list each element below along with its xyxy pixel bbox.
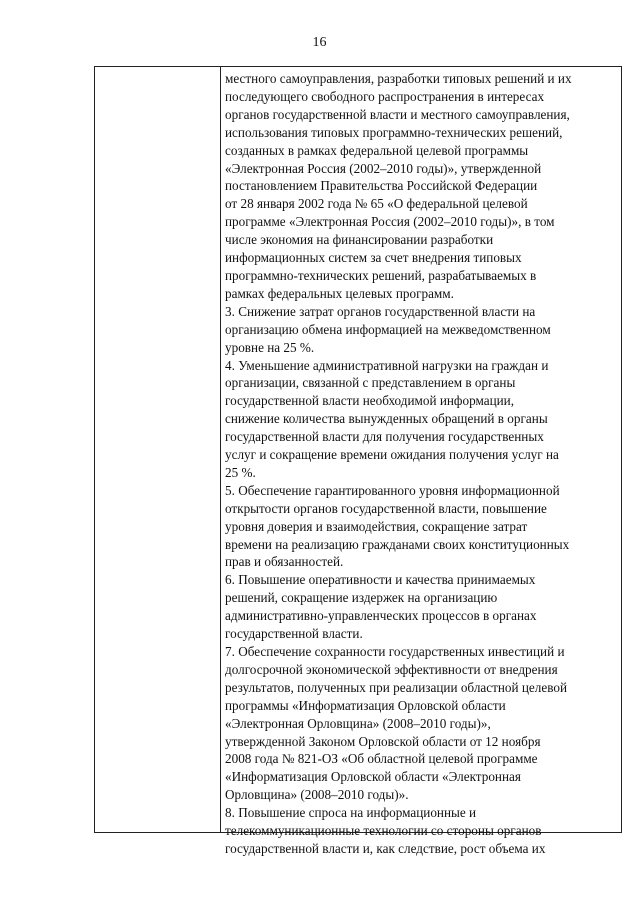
text-line: 5. Обеспечение гарантированного уровня информационной (225, 482, 560, 498)
text-line: телекоммуникационные технологии со стороны органов (225, 823, 542, 839)
text-line: организацию обмена информацией на межведомственном (225, 321, 551, 337)
text-line: 7. Обеспечение сохранности государственных инвестиций и (225, 644, 565, 659)
text-line: использования типовых программно-технических решений, (225, 124, 563, 140)
text-line: «Электронная Россия (2002–2010 годы)», утвержденной (225, 160, 542, 176)
text-line: услуг и сокращение времени ожидания получения услуг на (225, 447, 559, 463)
text-line: органов государственной власти и местного самоуправления, (225, 106, 570, 122)
text-line: времени на реализацию гражданами своих конституционных (225, 536, 570, 552)
text-line: снижение количества вынужденных обращений в органы (225, 411, 548, 427)
text-line: 4. Уменьшение административной нагрузки на граждан и (225, 357, 549, 373)
text-line: 3. Снижение затрат органов государственной власти на (225, 303, 536, 319)
text-line: от 28 января 2002 года № 65 «О федеральной целевой (225, 196, 528, 212)
text-line: числе экономия на финансировании разработки (225, 232, 494, 248)
text-line: программы «Информатизация Орловской области (225, 697, 506, 713)
text-line: Орловщина» (2008–2010 годы)». (225, 787, 409, 803)
text-line: прав и обязанностей. (225, 554, 344, 570)
text-line: организации, связанной с представлением в органы (225, 375, 516, 391)
document-table (94, 66, 622, 856)
text-line: программе «Электронная Россия (2002–2010 годы)», в том (225, 214, 555, 230)
text-line: уровня доверия и взаимодействия, сокращение затрат (225, 518, 528, 534)
text-line: постановлением Правительства Российской Федерации (225, 178, 538, 194)
page-number: 16 (312, 35, 327, 50)
text-line: утвержденной Законом Орловской области от 12 ноября (225, 733, 541, 749)
table-cell-text (225, 70, 620, 858)
text-line: 8. Повышение спроса на информационные и (225, 805, 477, 821)
text-line: решений, сокращение издержек на организацию (225, 590, 498, 606)
text-line: созданных в рамках федеральной целевой программы (225, 142, 529, 158)
text-line: государственной власти необходимой информации, (225, 393, 515, 409)
text-line: информационных систем за счет внедрения типовых (225, 250, 522, 266)
text-line: государственной власти и, как следствие, рост объема их (225, 840, 546, 856)
column-divider (220, 67, 221, 832)
text-line: уровне на 25 %. (225, 339, 315, 355)
text-line: государственной власти для получения государственных (225, 429, 544, 445)
text-line: административно-управленческих процессов в органах (225, 608, 537, 624)
text-line: «Электронная Орловщина» (2008–2010 годы)», (225, 715, 491, 731)
text-line: открытости органов государственной власти, повышение (225, 500, 547, 516)
text-line: 6. Повышение оперативности и качества принимаемых (225, 572, 536, 588)
text-line: последующего свободного распространения в интересах (225, 88, 545, 104)
text-line: «Информатизация Орловской области «Электронная (225, 769, 521, 785)
text-line: местного самоуправления, разработки типовых решений и их (225, 71, 572, 86)
text-line: программно-технических решений, разрабатываемых в (225, 267, 537, 283)
text-line: долгосрочной экономической эффективности от внедрения (225, 661, 558, 677)
text-line: рамках федеральных целевых программ. (225, 285, 454, 301)
text-line: 25 %. (225, 464, 256, 480)
text-line: государственной власти. (225, 626, 363, 642)
text-line: 2008 года № 821-ОЗ «Об областной целевой программе (225, 751, 538, 767)
text-line: результатов, полученных при реализации областной целевой (225, 679, 568, 695)
